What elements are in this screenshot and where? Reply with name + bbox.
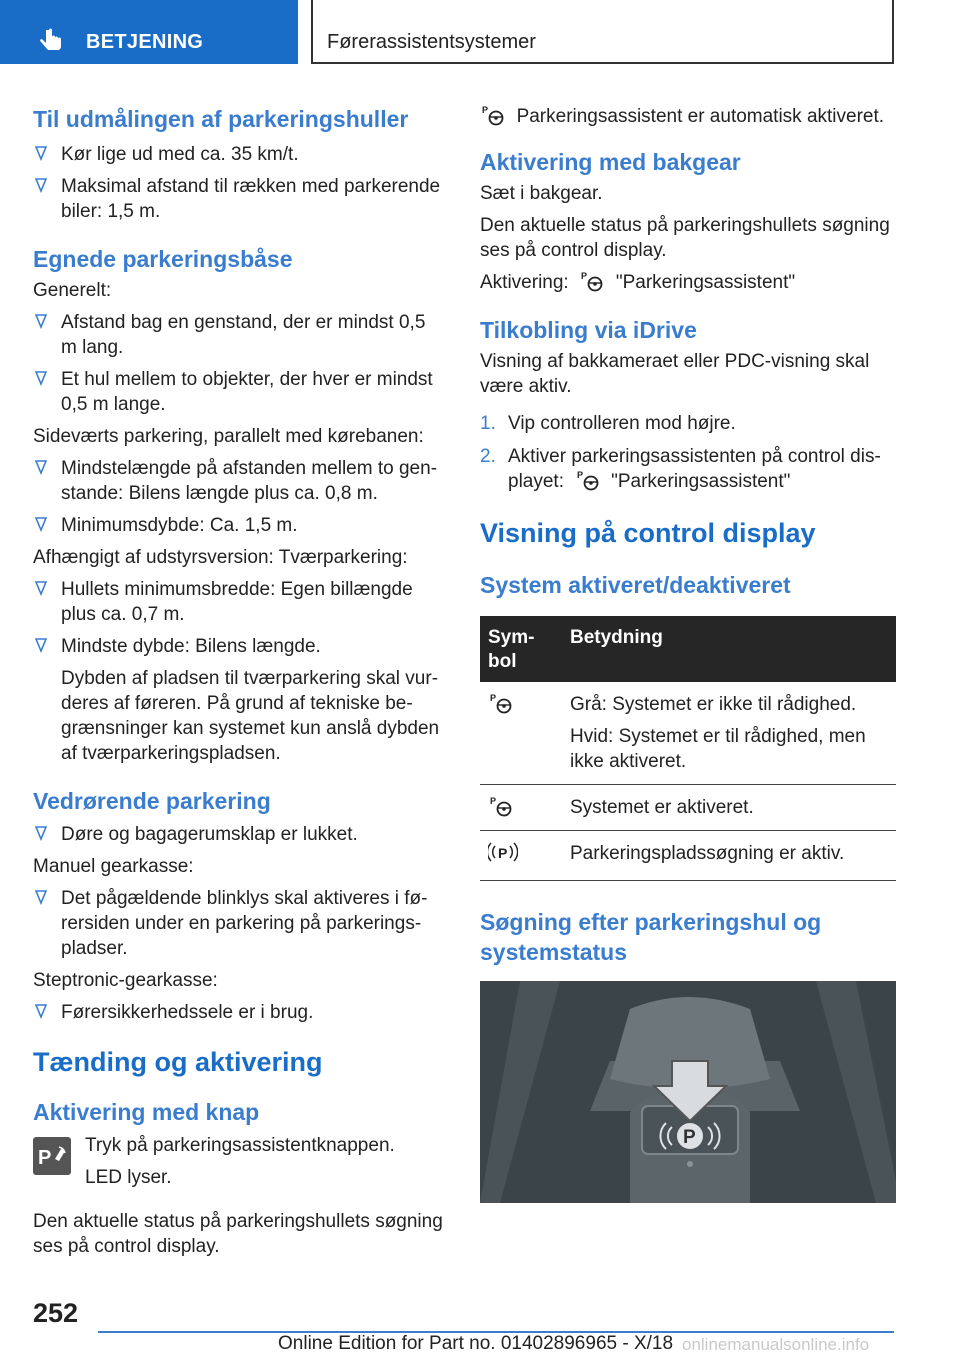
triangle-bullet-icon bbox=[35, 637, 47, 653]
col-symbol: Symbol bbox=[480, 616, 562, 682]
car-display-illustration bbox=[480, 981, 896, 1203]
list-item: Mindste dybde: Bilens længde. bbox=[33, 634, 445, 659]
triangle-bullet-icon bbox=[35, 177, 47, 193]
heading-measure: Til udmålingen af parkeringshuller bbox=[33, 106, 409, 132]
parking-assistant-active-icon bbox=[488, 795, 514, 817]
idrive-text: Visning af bakkameraet eller PDC-visning skal være aktiv. bbox=[480, 351, 870, 397]
hand-pointer-icon bbox=[38, 28, 66, 56]
col-meaning: Betydning bbox=[562, 616, 896, 682]
parking-assistant-icon bbox=[480, 104, 506, 126]
page-header bbox=[0, 0, 960, 66]
depth-note: Dybden af pladsen til tværparkering skal vurderes af føreren. På grund af tekniske begrænsninger kan systemet kun anslå dybden af tværparkeringspladsen. bbox=[61, 668, 440, 764]
parking-assistant-icon bbox=[575, 469, 601, 491]
triangle-bullet-icon bbox=[35, 825, 47, 841]
edition-text: Online Edition for Part no. 01402896965 - X/18 bbox=[278, 1333, 674, 1354]
heading-suitable: Egnede parkeringsbåse bbox=[33, 246, 293, 272]
button-text: Tryk på parkeringsassistentknappen. bbox=[85, 1135, 395, 1156]
heading-ignition: Tænding og aktivering bbox=[33, 1047, 323, 1077]
parking-search-image bbox=[480, 981, 896, 1203]
table-row: Systemet er aktiveret. bbox=[480, 785, 896, 831]
parking-assistant-icon bbox=[488, 692, 514, 714]
svg-text:P: P bbox=[683, 1127, 696, 1148]
chapter-label: BETJENING bbox=[86, 31, 204, 53]
triangle-bullet-icon bbox=[35, 580, 47, 596]
chapter-tab bbox=[0, 0, 298, 64]
svg-text:P: P bbox=[38, 1147, 52, 1169]
triangle-bullet-icon bbox=[35, 516, 47, 532]
depends-label: Afhængigt af udstyrsversion: Tværparkering: bbox=[33, 547, 408, 568]
sideways-label: Sideværts parkering, parallelt med kørebanen: bbox=[33, 426, 424, 447]
step-item: 1. Vip controlleren mod højre. bbox=[480, 413, 736, 434]
list-item: Et hul mellem to objekter, der hver er mindst 0,5 m lange. bbox=[33, 367, 445, 417]
heading-reverse: Aktivering med bakgear bbox=[480, 149, 741, 175]
list-item: Døre og bagagerumsklap er lukket. bbox=[33, 822, 445, 847]
manual-label: Manuel gearkasse: bbox=[33, 856, 194, 877]
list-item: Maksimal afstand til rækken med parkerende biler: 1,5 m. bbox=[33, 174, 445, 224]
list-item: Kør lige ud med ca. 35 km/t. bbox=[33, 142, 445, 167]
reverse-status: Den aktuelle status på parkeringshullets søgning ses på control display. bbox=[480, 215, 890, 261]
list-item: Mindstelængde på afstanden mellem to genstande: Bilens længde plus ca. 0,8 m. bbox=[33, 456, 445, 506]
list-item: Førersikkerhedssele er i brug. bbox=[33, 1000, 445, 1025]
table-row: P Parkeringspladssøgning er aktiv. bbox=[480, 831, 896, 881]
heading-display: Visning på control display bbox=[480, 518, 816, 548]
right-column bbox=[480, 100, 896, 1203]
parking-search-icon bbox=[488, 841, 518, 863]
triangle-bullet-icon bbox=[35, 459, 47, 475]
triangle-bullet-icon bbox=[35, 313, 47, 329]
general-label: Generelt: bbox=[33, 280, 112, 301]
step-item: 2. Aktiver parkeringsassistenten på control displayet: "Parkeringsassistent" bbox=[480, 446, 881, 492]
left-column bbox=[33, 100, 445, 1259]
svg-text:P: P bbox=[498, 845, 508, 861]
parking-button-icon bbox=[33, 1137, 71, 1175]
heading-concerning: Vedrørende parkering bbox=[33, 788, 271, 814]
symbol-table bbox=[480, 616, 896, 881]
button-block bbox=[33, 1133, 445, 1197]
triangle-bullet-icon bbox=[35, 370, 47, 386]
triangle-bullet-icon bbox=[35, 145, 47, 161]
list-item: Det pågældende blinklys skal aktiveres i førersiden under en parkering på parkeringspladser. bbox=[33, 886, 445, 961]
watermark: onlinemanualsonline.info bbox=[682, 1335, 870, 1354]
auto-active-text: Parkeringsassistent er automatisk aktiveret. bbox=[480, 104, 896, 129]
list-item: Hullets minimumsbredde: Egen billængde plus ca. 0,7 m. bbox=[33, 577, 445, 627]
heading-idrive: Tilkobling via iDrive bbox=[480, 317, 697, 343]
steptronic-label: Steptronic-gearkasse: bbox=[33, 970, 218, 991]
triangle-bullet-icon bbox=[35, 1003, 47, 1019]
heading-system: System aktiveret/deaktiveret bbox=[480, 572, 791, 598]
reverse-text: Sæt i bakgear. bbox=[480, 183, 603, 204]
table-row: Grå: Systemet er ikke til rådighed. Hvid: Systemet er til rådighed, men ikke aktiveret. bbox=[480, 682, 896, 785]
triangle-bullet-icon bbox=[35, 889, 47, 905]
section-header bbox=[311, 0, 894, 64]
list-item: Minimumsdybde: Ca. 1,5 m. bbox=[33, 513, 445, 538]
heading-button: Aktivering med knap bbox=[33, 1099, 260, 1125]
section-title: Førerassistentsystemer bbox=[327, 31, 536, 53]
activation-line: Aktivering: "Parkeringsassistent" bbox=[480, 272, 796, 293]
list-item: Afstand bag en genstand, der er mindst 0,5 m lang. bbox=[33, 310, 445, 360]
status-text: Den aktuelle status på parkeringshullets søgning ses på control display. bbox=[33, 1211, 443, 1257]
heading-search: Søgning efter parkeringshul og systemstatus bbox=[480, 909, 822, 965]
page-number: 252 bbox=[33, 1298, 79, 1328]
parking-assistant-icon bbox=[579, 270, 605, 292]
table-header-row bbox=[480, 616, 896, 682]
led-text: LED lyser. bbox=[85, 1167, 172, 1188]
